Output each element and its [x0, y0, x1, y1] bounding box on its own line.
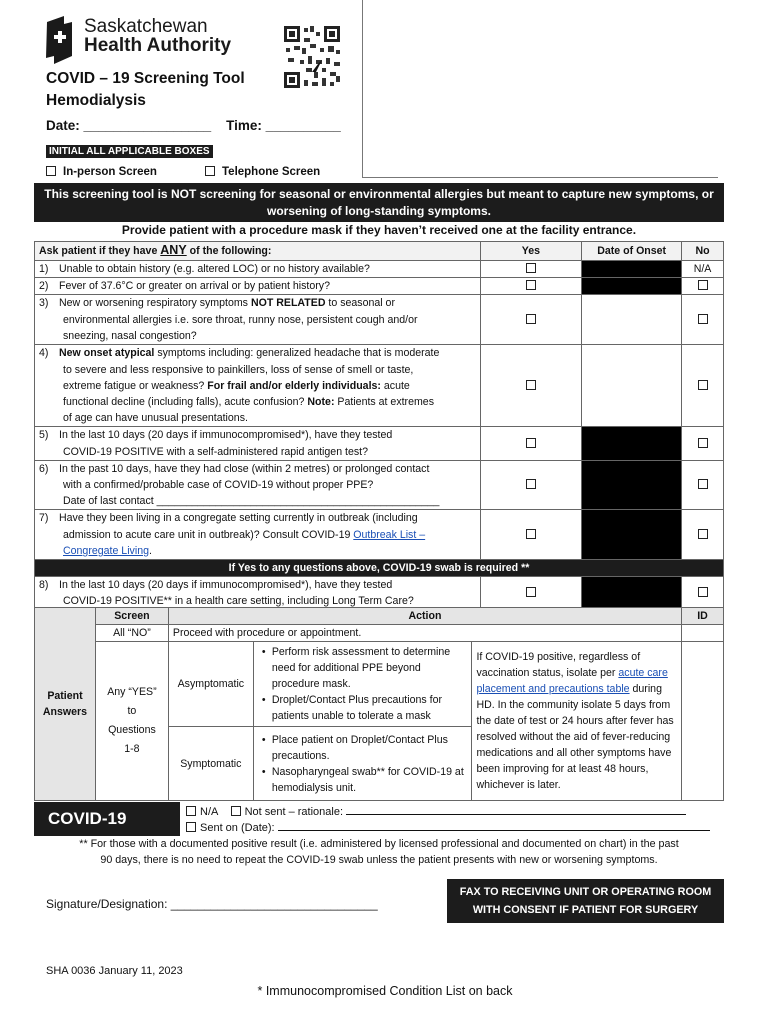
table-row: [35, 345, 724, 427]
q4-yes-checkbox[interactable]: [526, 380, 536, 390]
banner-line2: worsening of long-standing symptoms.: [266, 204, 491, 218]
asymptomatic-label: Asymptomatic: [168, 642, 253, 727]
table-row: [35, 460, 724, 510]
q4-line5: of age can have unusual presentations.: [63, 412, 248, 425]
organization-name: [84, 17, 231, 55]
banner-line1: This screening tool is NOT screening for seasonal or environmental allergies but meant to capture new symptoms, or: [44, 187, 714, 201]
q2-onset-blocked: [582, 278, 682, 295]
any-yes-line3: Questions: [108, 724, 156, 736]
q3-num: 3): [39, 297, 49, 310]
q8-line2: COVID-19 POSITIVE** in a health care setting, including Long Term Care?: [63, 595, 414, 608]
q8-no-checkbox[interactable]: [698, 587, 708, 597]
table-row: [35, 278, 724, 295]
ask-header-any: ANY: [160, 243, 187, 258]
date-field[interactable]: Date: _________________: [46, 118, 212, 133]
initial-boxes-header: INITIAL ALL APPLICABLE BOXES: [46, 145, 213, 158]
q3-bold: NOT RELATED: [250, 297, 326, 310]
positive-post: during HD. In the community isolate 5 days from the date of test or 24 hours after fever has resolved without the aid of fever-reducing medications and all other symptoms have been improving for at least 48 hours, whichever is later.: [476, 683, 674, 791]
all-no-action: Proceed with procedure or appointment.: [168, 625, 681, 642]
fax-line2: WITH CONSENT IF PATIENT FOR SURGERY: [472, 904, 699, 916]
q1-num: 1): [39, 263, 49, 275]
q6-line2: with a confirmed/probable case of COVID-19 without proper PPE?: [63, 479, 374, 492]
footnote-line1: ** For those with a documented positive result (i.e. administered by licensed professional and documented on chart) in the past: [79, 838, 679, 850]
question-8: [35, 577, 481, 610]
q4-num: 4): [39, 347, 49, 360]
any-yes-line4: 1-8: [124, 743, 140, 755]
swab-not-sent-label: Not sent – rationale:: [244, 806, 344, 818]
title-line2: Hemodialysis: [46, 92, 146, 109]
title-line1: COVID – 19 Screening Tool: [46, 70, 245, 87]
screening-questions-table: [34, 241, 724, 611]
swab-footnote: [34, 836, 724, 868]
q3-no-checkbox[interactable]: [698, 314, 708, 324]
id-field-any-yes[interactable]: [682, 642, 724, 801]
q6-line1: In the past 10 days, have they had close (within 2 metres) or prolonged contact: [59, 462, 430, 475]
question-6: [35, 460, 481, 510]
q4-line4: functional decline (including falls), acute confusion?: [63, 396, 308, 409]
q4-frail-pre: extreme fatigue or weakness?: [63, 379, 208, 392]
q7-yes-checkbox[interactable]: [526, 529, 536, 539]
action-header: Action: [168, 608, 681, 625]
no-header: No: [682, 242, 724, 261]
q8-onset-blocked: [582, 577, 682, 610]
q3-onset-field[interactable]: [582, 295, 682, 345]
list-item: • Place patient on Droplet/Contact Plus precautions.: [260, 732, 472, 764]
question-2: [35, 278, 481, 295]
q7-onset-blocked: [582, 510, 682, 560]
id-field-all-no[interactable]: [682, 625, 724, 642]
sent-date-field[interactable]: [278, 820, 710, 831]
list-item: • Perform risk assessment to determine need for additional PPE beyond procedure mask.: [260, 644, 472, 692]
q4-note-post: Patients at extremes: [334, 396, 434, 409]
org-line1: Saskatchewan: [84, 16, 208, 37]
any-yes-line2: to: [127, 705, 137, 717]
swab-required-note: If Yes to any questions above, COVID-19 swab is required **: [35, 560, 724, 577]
q7-no-checkbox[interactable]: [698, 529, 708, 539]
q5-line2: COVID-19 POSITIVE with a self-administered rapid antigen test?: [63, 445, 368, 458]
org-line2: Health Authority: [84, 35, 232, 56]
q1-text: Unable to obtain history (e.g. altered LOC) or no history available?: [59, 263, 370, 275]
page-title: [46, 68, 245, 112]
allergy-disclaimer-banner: [34, 183, 724, 222]
any-yes-label: [95, 642, 168, 801]
swab-na-label: N/A: [200, 806, 219, 818]
list-item: • Nasopharyngeal swab** for COVID-19 at hemodialysis unit.: [260, 764, 472, 796]
action-table: [34, 607, 724, 801]
table-row: [35, 577, 724, 610]
screen-header: Screen: [95, 608, 168, 625]
table-row: [35, 295, 724, 345]
table-row: [35, 510, 724, 560]
question-7: [35, 510, 481, 560]
table-header-row: [35, 242, 724, 261]
question-1: [35, 261, 481, 278]
q5-onset-blocked: [582, 427, 682, 460]
q2-num: 2): [39, 280, 49, 293]
outbreak-list-link[interactable]: Outbreak List –: [353, 528, 426, 541]
action-header-row: [35, 608, 724, 625]
q6-contact-date[interactable]: Date of last contact ________________________________________________: [63, 495, 440, 508]
q5-no-checkbox[interactable]: [698, 438, 708, 448]
header-initials-line: [362, 177, 718, 178]
form-id: SHA 0036 January 11, 2023: [46, 965, 183, 977]
question-4: [35, 345, 481, 427]
q5-line1: In the last 10 days (20 days if immunocompromised*), have they tested: [59, 429, 393, 442]
table-row: [35, 625, 724, 642]
qr-code-icon: [282, 24, 342, 90]
list-item: • Droplet/Contact Plus precautions for patients unable to tolerate a mask: [260, 692, 472, 724]
date-time-fields: [46, 118, 341, 133]
in-person-checkbox[interactable]: [46, 166, 56, 176]
q1-no-na: N/A: [682, 261, 724, 278]
sha-logo-icon: [42, 16, 76, 64]
q4-note-bold: Note:: [307, 396, 335, 409]
q4-first-rest: symptoms including: generalized headache that is moderate: [154, 347, 440, 360]
q4-frail-bold: For frail and/or elderly individuals:: [207, 379, 381, 392]
q8-yes-checkbox[interactable]: [526, 587, 536, 597]
table-row: [35, 427, 724, 460]
q3-post: to seasonal or: [325, 297, 395, 310]
q7-num: 7): [39, 512, 49, 525]
swab-options: [186, 804, 710, 836]
table-row: [35, 261, 724, 278]
swab-na-checkbox[interactable]: [186, 806, 196, 816]
q3-line3: sneezing, nasal congestion?: [63, 329, 197, 342]
q7-line1: Have they been living in a congregate setting currently in outbreak (including: [59, 512, 418, 525]
q5-num: 5): [39, 429, 49, 442]
in-person-label: In-person Screen: [63, 166, 157, 178]
yes-header: Yes: [480, 242, 582, 261]
fax-instruction: [447, 879, 724, 923]
ask-header: [35, 242, 481, 261]
q4-onset-field[interactable]: [582, 345, 682, 427]
q3-line2: environmental allergies i.e. sore throat, runny nose, persistent cough and/or: [63, 313, 418, 326]
q2-yes-checkbox[interactable]: [526, 280, 536, 290]
swab-sent-label: Sent on (Date):: [200, 822, 275, 834]
time-field[interactable]: Time: __________: [226, 118, 341, 133]
q4-no-checkbox[interactable]: [698, 380, 708, 390]
all-no-label: All “NO”: [95, 625, 168, 642]
fax-line1: FAX TO RECEIVING UNIT OR OPERATING ROOM: [459, 886, 712, 898]
question-5: [35, 427, 481, 460]
telephone-label: Telephone Screen: [222, 166, 321, 178]
asymptomatic-actions: [253, 642, 472, 727]
footnote-line2: 90 days, there is no need to repeat the COVID-19 swab unless the patient presents with new or worsening symptoms.: [100, 854, 658, 866]
swab-required-row: [35, 560, 724, 577]
q6-no-checkbox[interactable]: [698, 479, 708, 489]
q4-bold: New onset atypical: [59, 347, 155, 360]
ask-header-post: of the following:: [186, 245, 272, 258]
table-row: [35, 642, 724, 727]
telephone-checkbox[interactable]: [205, 166, 215, 176]
positive-isolation-note: [472, 642, 682, 801]
q2-text: Fever of 37.6°C or greater on arrival or by patient history?: [59, 280, 330, 293]
q1-yes-checkbox[interactable]: [526, 263, 536, 273]
q7-line2: admission to acute care unit in outbreak)? Consult COVID-19: [63, 528, 354, 541]
patient-answers-label: Patient Answers: [35, 608, 96, 801]
back-page-note: * Immunocompromised Condition List on back: [257, 984, 513, 998]
covid-swab-label: COVID-19 Swab:: [34, 802, 180, 836]
id-header: ID: [682, 608, 724, 625]
q6-onset-blocked: [582, 460, 682, 510]
symptomatic-actions: [253, 727, 472, 801]
q3-yes-checkbox[interactable]: [526, 314, 536, 324]
q1-onset-blocked: [582, 261, 682, 278]
any-yes-line1: Any “YES”: [107, 686, 157, 698]
q6-num: 6): [39, 462, 49, 475]
q5-yes-checkbox[interactable]: [526, 438, 536, 448]
q7-end: .: [149, 544, 152, 557]
telephone-option[interactable]: [205, 166, 320, 178]
question-3: [35, 295, 481, 345]
q2-no-checkbox[interactable]: [698, 280, 708, 290]
ask-header-pre: Ask patient if they have: [39, 245, 161, 258]
q4-line2: to severe and less responsive to painkillers, loss of sense of smell or taste,: [63, 363, 414, 376]
in-person-option[interactable]: [46, 166, 157, 178]
q6-yes-checkbox[interactable]: [526, 479, 536, 489]
signature-field[interactable]: Signature/Designation: _______________________________: [46, 897, 378, 911]
acute-care-placement-link[interactable]: acute care placement and precautions table: [476, 667, 668, 695]
onset-header: Date of Onset: [582, 242, 682, 261]
q3-pre: New or worsening respiratory symptoms: [59, 297, 251, 310]
swab-sent-checkbox[interactable]: [186, 822, 196, 832]
symptomatic-label: Symptomatic: [168, 727, 253, 801]
q8-line1: In the last 10 days (20 days if immunocompromised*), have they tested: [59, 579, 393, 592]
positive-pre: If COVID-19 positive, regardless of vaccination status, isolate per: [476, 651, 641, 679]
q8-num: 8): [39, 579, 49, 592]
mask-instruction: Provide patient with a procedure mask if they haven’t received one at the facility entrance.: [121, 223, 637, 237]
header-divider: [362, 0, 363, 178]
rationale-field[interactable]: [346, 804, 686, 815]
congregate-living-link[interactable]: Congregate Living: [63, 544, 149, 557]
q4-frail-post: acute: [380, 379, 410, 392]
swab-not-sent-checkbox[interactable]: [231, 806, 241, 816]
